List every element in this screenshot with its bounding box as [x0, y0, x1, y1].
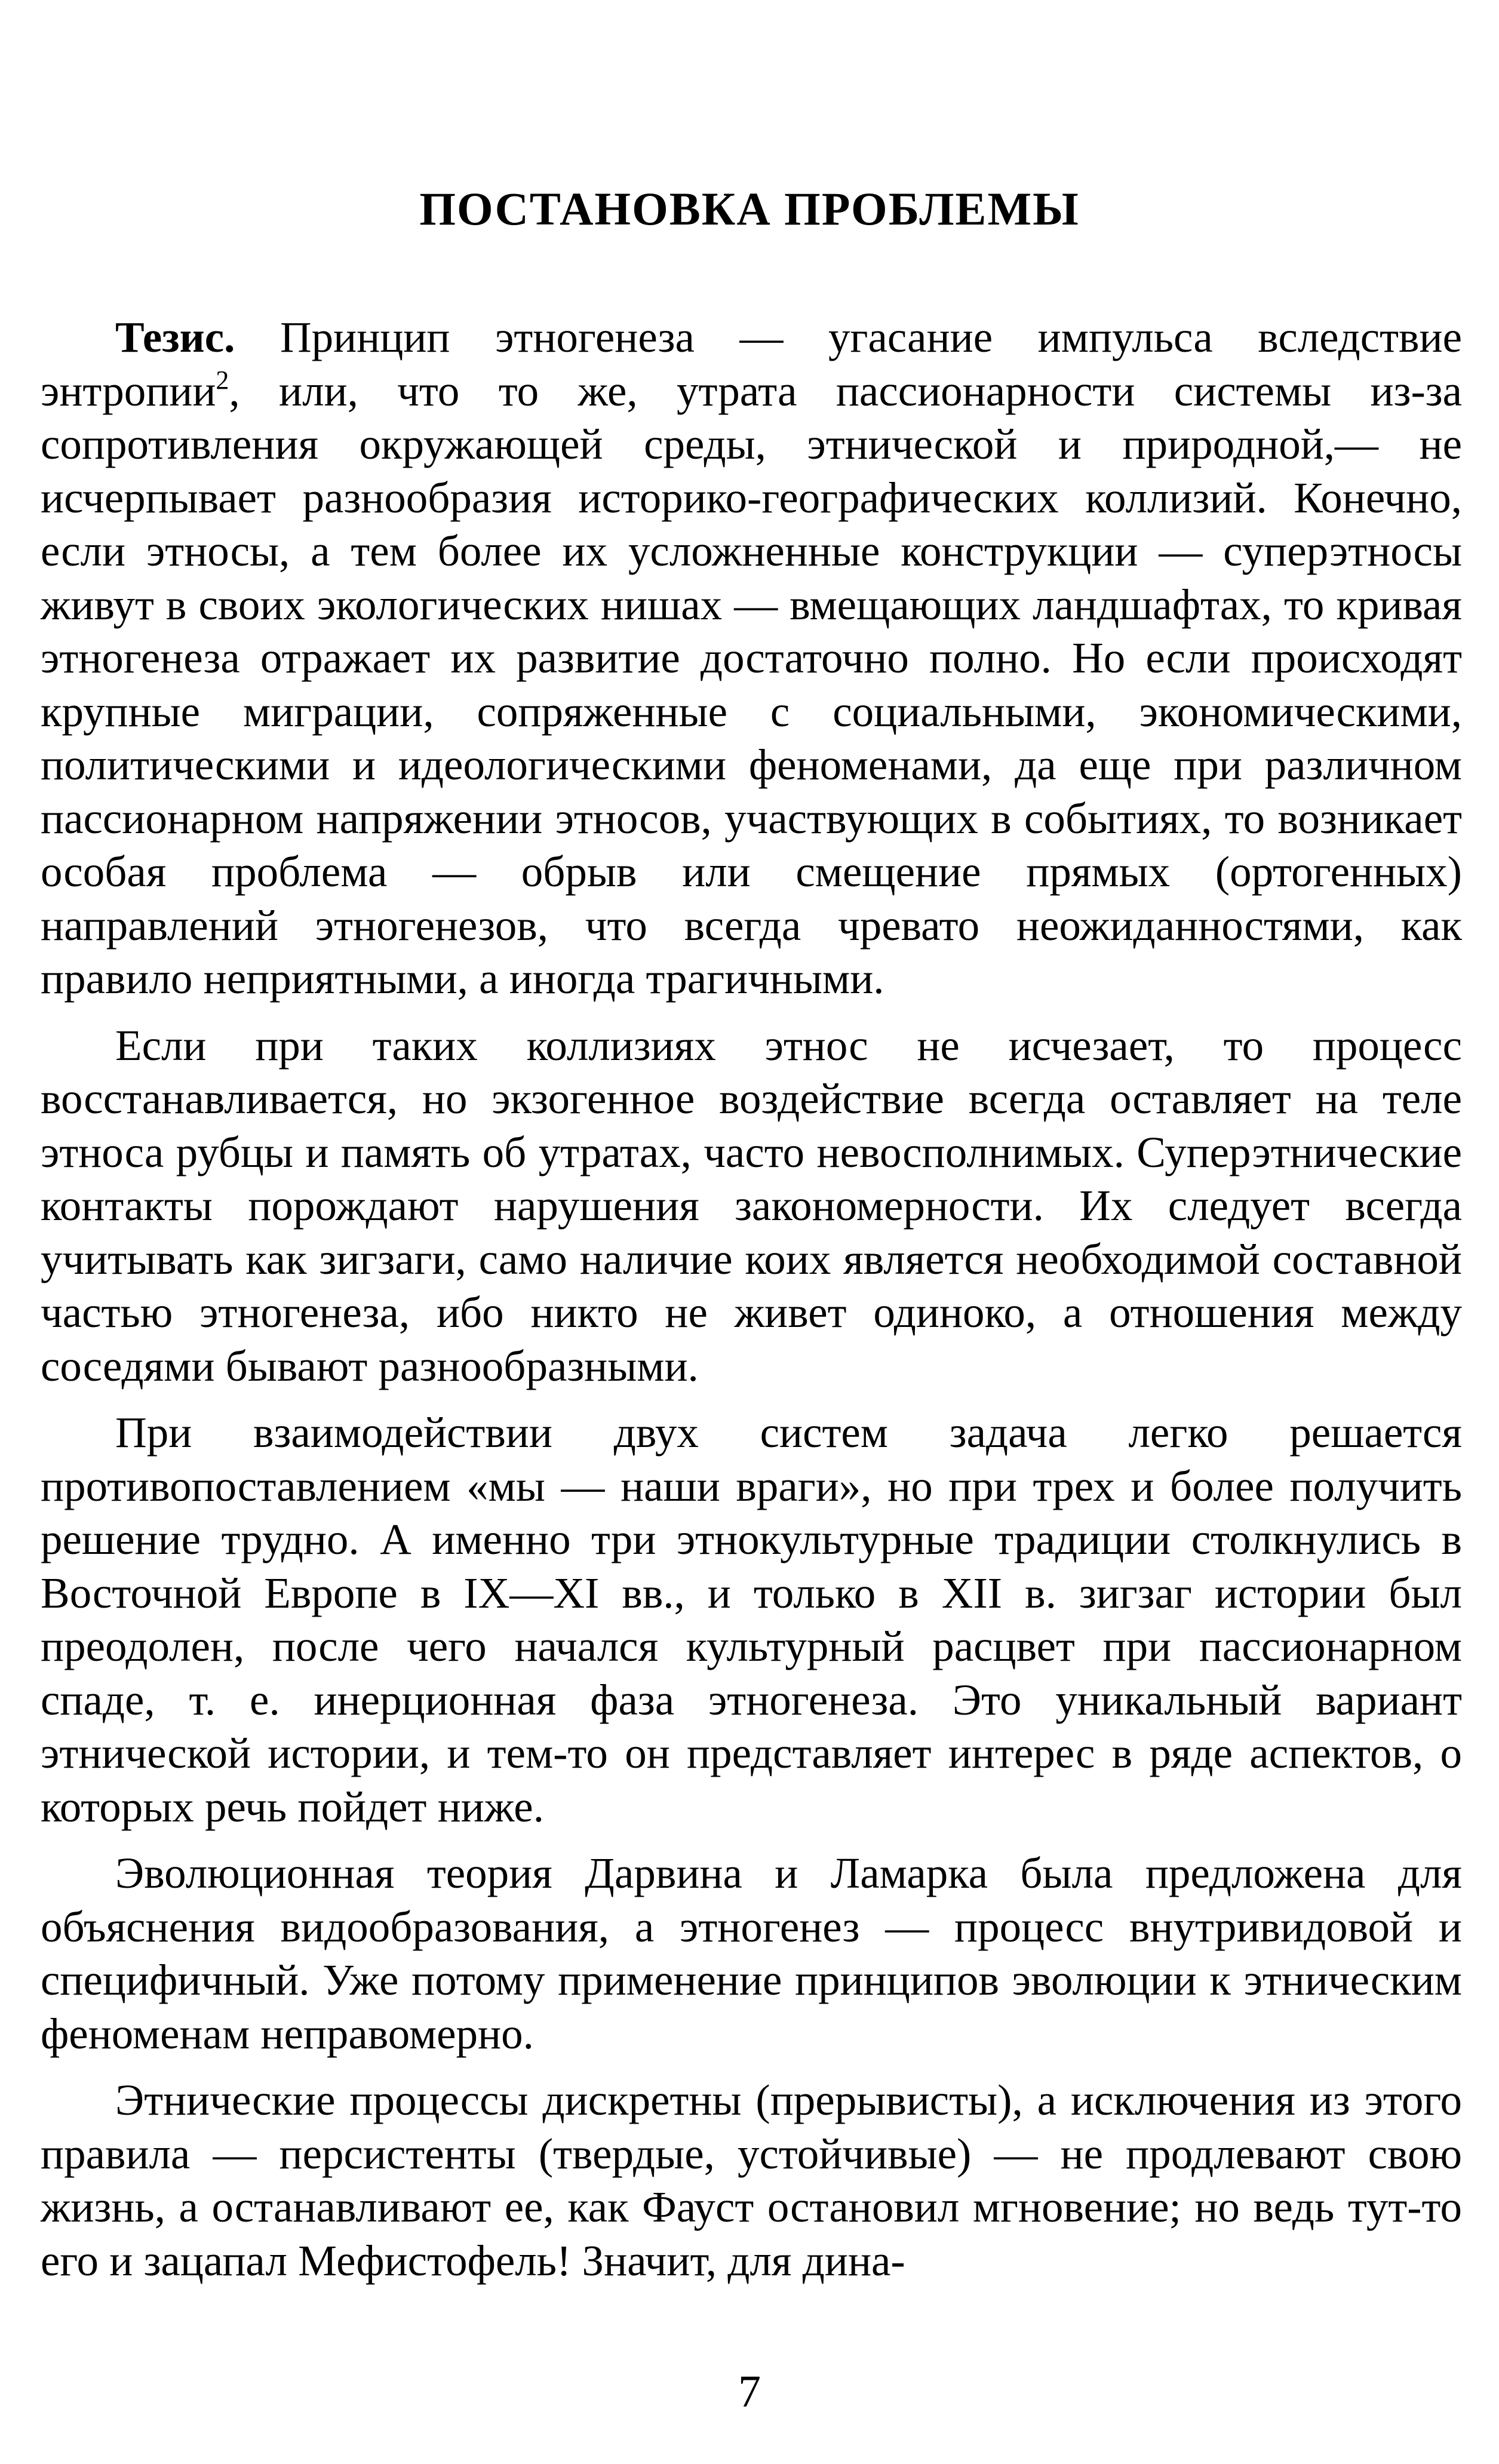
paragraph: Если при таких коллизиях этнос не исчезает, то процесс восстанавливается, но экзогенное воздействие всегда оставляет на теле этноса рубцы и память об утратах, часто невосполнимых. Суперэтнические контакты порождают нарушения закономерности. Их следует всегда учитывать как зигзаги, само наличие коих является необходимой составной частью этногенеза, ибо никто не живет одиноко, а отношения между соседями бывают разнообразными. [41, 1021, 1462, 1390]
page-number: 7 [738, 2367, 761, 2417]
paragraph-text: , или, что то же, утрата пассионарности системы из-за сопротивления окружающей среды, этнической и природной,— не исчерпывает разнообразия историко-географических коллизий. Конечно, если этносы, а тем более их усложненные конструкции — суперэтносы живут в своих экологических нишах — вмещающих ландшафтах, то кривая этногенеза отражает их развитие достаточно полно. Но если происходят крупные миграции, сопряженные с социальными, экономическими, политическими и идеологическими феноменами, да еще при различном пассионарном напряжении этносов, участвующих в событиях, то возникает особая проблема — обрыв или смещение прямых (ортогенных) направлений этногенезов, что всегда чревато неожиданностями, как правило неприятными, а иногда трагичными. [41, 366, 1462, 1003]
body-text [41, 311, 1462, 2300]
thesis-lead: Тезис. [115, 313, 235, 361]
paragraph: Этнические процессы дискретны (прерывисты), а исключения из этого правила — персистенты (твердые, устойчивые) — не продлевают свою жизнь, а останавливают ее, как Фауст остановил мгновение; но ведь тут-то его и зацапал Мефистофель! Значит, для дина- [41, 2076, 1462, 2285]
paragraph: При взаимодействии двух систем задача легко решается противопоставлением «мы — наши враги», но при трех и более получить решение трудно. А именно три этнокультурные традиции столкнулись в Восточной Европе в IX—XI вв., и только в XII в. зигзаг истории был преодолен, после чего начался культурный расцвет при пассионарном спаде, т. е. инерционная фаза этногенеза. Это уникальный вариант этнической истории, и тем-то он представляет интерес в ряде аспектов, о которых речь пойдет ниже. [41, 1408, 1462, 1831]
paragraph-text: Принцип этногенеза — угасание импульса вследствие энтропии [41, 313, 1462, 415]
paragraph-thesis [41, 311, 1462, 1006]
chapter-title: ПОСТАНОВКА ПРОБЛЕМЫ [419, 183, 1080, 235]
paragraph: Эволюционная теория Дарвина и Ламарка была предложена для объяснения видообразования, а этногенез — процесс внутривидовой и специфичный. Уже потому применение принципов эволюции к этническим феноменам неправомерно. [41, 1849, 1462, 2058]
footnote-marker: 2 [216, 365, 229, 395]
